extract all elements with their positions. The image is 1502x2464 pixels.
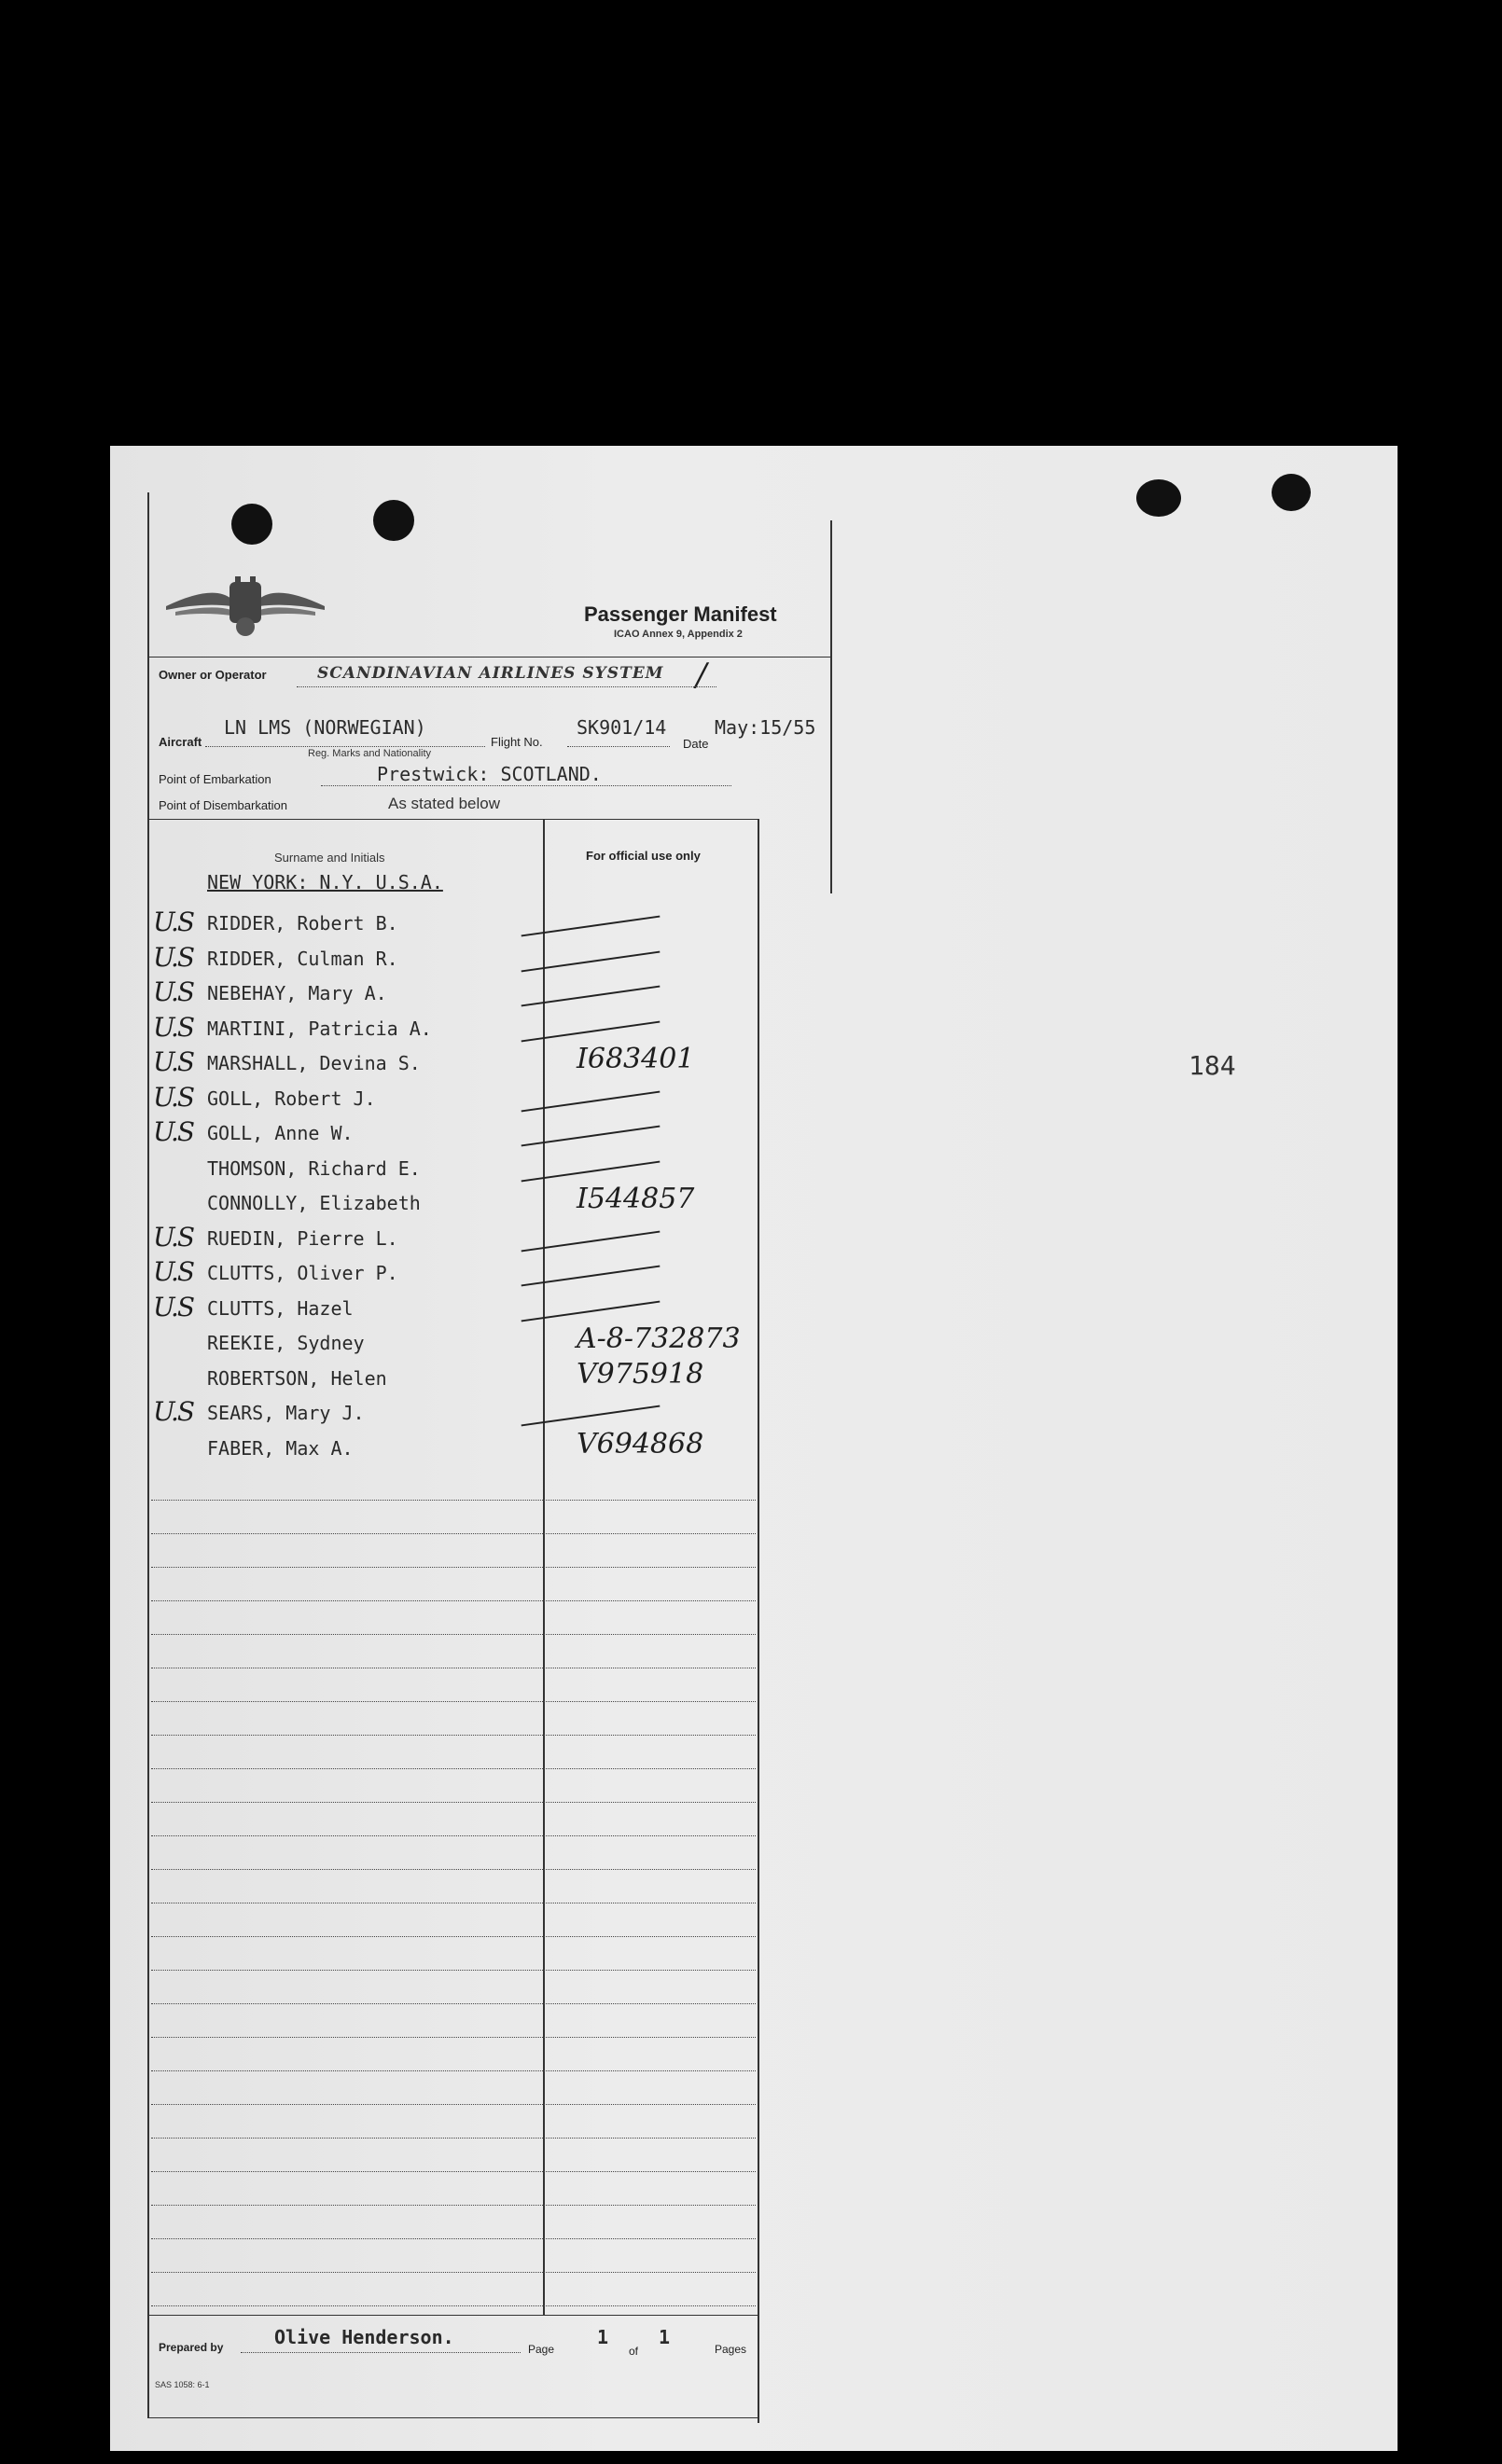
blank-row-line (151, 1835, 756, 1837)
blank-row-line (151, 1768, 756, 1770)
embarkation-line (321, 785, 731, 787)
blank-row-line (151, 1500, 756, 1502)
page-number-annotation: 184 (1189, 1050, 1236, 1081)
nationality-mark: U.S (153, 1221, 194, 1253)
official-check-stroke (522, 1020, 661, 1042)
owner-handwritten-mark: / (696, 657, 707, 694)
header-rule (147, 657, 830, 658)
blank-row-line (151, 1970, 756, 1972)
sheet-bottom-rule (147, 2417, 758, 2418)
passenger-name: RIDDER, Culman R. (207, 947, 398, 970)
punch-hole (1136, 479, 1181, 517)
disembarkation-value: As stated below (388, 795, 501, 812)
official-check-stroke (522, 1300, 661, 1322)
passenger-name: REEKIE, Sydney (207, 1332, 365, 1354)
blank-row-line (151, 2272, 756, 2274)
page-label: Page (528, 2343, 555, 2356)
destination-heading: NEW YORK: N.Y. U.S.A. (207, 871, 443, 893)
blank-row-line (151, 1600, 756, 1602)
manifest-sheet (110, 446, 1398, 2451)
nationality-mark: U.S (153, 1081, 194, 1113)
passenger-name: CONNOLLY, Elizabeth (207, 1192, 421, 1214)
owner-label: Owner or Operator (159, 668, 267, 682)
embarkation-label: Point of Embarkation (159, 772, 271, 786)
official-entry: V694868 (577, 1427, 704, 1460)
official-column-header: For official use only (586, 849, 701, 863)
official-entry: I544857 (577, 1183, 695, 1215)
blank-row-line (151, 2205, 756, 2207)
official-entry: V975918 (577, 1357, 704, 1391)
passenger-name: ROBERTSON, Helen (207, 1366, 387, 1390)
nationality-mark: U.S (153, 1291, 194, 1322)
form-right-border-top (830, 520, 832, 893)
passenger-name: THOMSON, Richard E. (207, 1156, 421, 1180)
of-label: of (629, 2345, 639, 2358)
disembarkation-label: Point of Disembarkation (159, 798, 288, 812)
blank-row-line (151, 1634, 756, 1636)
passenger-name: MARTINI, Patricia A. (207, 1017, 432, 1040)
passenger-name: CLUTTS, Hazel (207, 1296, 354, 1320)
blank-row-line (151, 2238, 756, 2240)
owner-line (297, 686, 716, 688)
owner-value: SCANDINAVIAN AIRLINES SYSTEM (317, 664, 664, 683)
official-check-stroke (522, 1405, 661, 1427)
blank-row-line (151, 1735, 756, 1737)
form-right-border (758, 819, 759, 2423)
prepared-by-line (241, 2352, 521, 2354)
official-check-stroke (522, 1230, 661, 1252)
passenger-name: NEBEHAY, Mary A. (207, 982, 387, 1004)
blank-row-line (151, 1533, 756, 1535)
aircraft-label: Aircraft (159, 735, 202, 749)
passenger-name: CLUTTS, Oliver P. (207, 1262, 398, 1284)
aircraft-value: LN LMS (NORWEGIAN) (224, 716, 426, 739)
blank-row-line (151, 2305, 756, 2307)
passenger-name: SEARS, Mary J. (207, 1402, 365, 1424)
passenger-name: GOLL, Robert J. (207, 1087, 376, 1110)
official-entry: I683401 (577, 1043, 695, 1075)
embarkation-value: Prestwick: SCOTLAND. (377, 763, 602, 785)
blank-row-line (151, 1802, 756, 1804)
passenger-name: RUEDIN, Pierre L. (207, 1226, 398, 1250)
official-entry: A-8-732873 (577, 1322, 741, 1355)
official-check-stroke (522, 986, 661, 1007)
manifest-subtitle: ICAO Annex 9, Appendix 2 (614, 629, 743, 640)
blank-row-line (151, 2070, 756, 2072)
form-code: SAS 1058: 6-1 (155, 2380, 210, 2389)
prepared-by-label: Prepared by (159, 2341, 224, 2354)
punch-hole (231, 504, 272, 545)
date-label: Date (683, 737, 709, 751)
official-check-stroke (522, 1266, 661, 1287)
passenger-name: MARSHALL, Devina S. (207, 1052, 421, 1074)
blank-row-line (151, 2171, 756, 2173)
pages-label: Pages (715, 2343, 747, 2356)
punch-hole (373, 500, 414, 541)
blank-row-line (151, 2003, 756, 2005)
nationality-mark: U.S (153, 1256, 194, 1287)
blank-row-line (151, 1903, 756, 1904)
of-value: 1 (659, 2326, 671, 2348)
official-check-stroke (522, 950, 661, 972)
official-check-stroke (522, 1090, 661, 1112)
nationality-mark: U.S (153, 1046, 194, 1077)
passenger-name: RIDDER, Robert B. (207, 912, 398, 934)
official-check-stroke (522, 1160, 661, 1182)
punch-hole (1272, 474, 1311, 511)
official-check-stroke (522, 1126, 661, 1147)
nationality-mark: U.S (153, 941, 194, 973)
blank-row-line (151, 2037, 756, 2039)
blank-row-line (151, 1869, 756, 1871)
official-check-stroke (522, 916, 661, 937)
blank-row-line (151, 1567, 756, 1569)
nationality-mark: U.S (153, 907, 194, 937)
flight-label: Flight No. (491, 735, 543, 749)
form-left-border (147, 492, 149, 2418)
blank-row-line (151, 1701, 756, 1703)
date-value: May:15/55 (715, 716, 816, 739)
table-bottom-rule (147, 2315, 758, 2316)
nationality-mark: U.S (153, 1011, 194, 1043)
blank-row-line (151, 1936, 756, 1938)
nationality-mark: U.S (153, 1116, 194, 1147)
nationality-mark: U.S (153, 1396, 194, 1427)
blank-row-line (151, 2138, 756, 2139)
passenger-name: FABER, Max A. (207, 1436, 354, 1460)
manifest-title: Passenger Manifest (584, 602, 777, 626)
prepared-by-value: Olive Henderson. (274, 2326, 454, 2348)
winged-crest-logo (157, 574, 334, 640)
blank-row-line (151, 1668, 756, 1669)
page-value: 1 (597, 2326, 609, 2348)
flight-value: SK901/14 (577, 716, 667, 739)
blank-row-line (151, 2104, 756, 2106)
surname-column-header: Surname and Initials (274, 851, 385, 865)
table-top-rule (147, 819, 758, 820)
nationality-mark: U.S (153, 976, 194, 1007)
aircraft-sublabel: Reg. Marks and Nationality (308, 748, 432, 759)
flight-line (567, 746, 670, 748)
passenger-name: GOLL, Anne W. (207, 1122, 354, 1144)
